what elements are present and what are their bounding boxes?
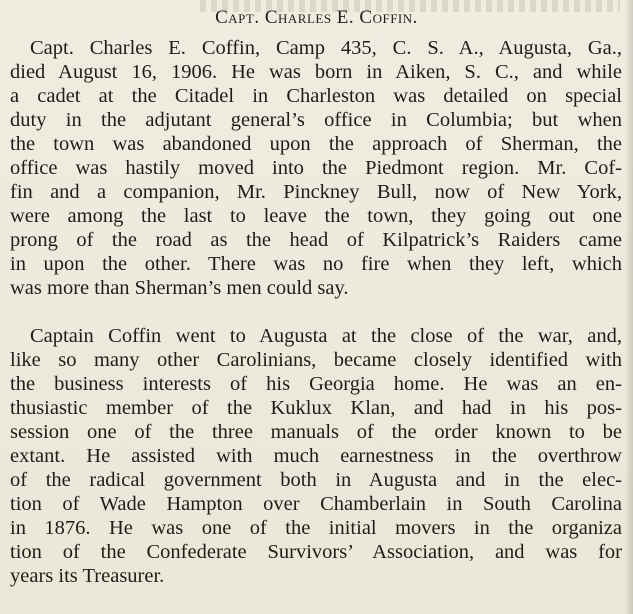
text-line: prong of the road as the head of Kilpatrick’s Raiders came [10, 229, 622, 251]
text-line: thusiastic member of the Kuklux Klan, and had in his pos- [10, 397, 622, 419]
text-line: session one of the three manuals of the order known to be [10, 421, 622, 443]
paragraph-2 [10, 324, 622, 588]
text-line: duty in the adjutant general’s office in Columbia; but when [10, 109, 622, 131]
page-edge-shadow [625, 0, 633, 614]
text-line: tion of Wade Hampton over Chamberlain in South Carolina [10, 493, 622, 515]
paragraph-1 [10, 36, 622, 300]
text-line: the town was abandoned upon the approach of Sherman, the [10, 133, 622, 155]
text-line: tion of the Confederate Survivors’ Association, and was for [10, 541, 622, 563]
article-title: Capt. Charles E. Coffin. [215, 7, 418, 28]
text-line: was more than Sherman’s men could say. [10, 277, 349, 299]
text-line: Capt. Charles E. Coffin, Camp 435, C. S. A., Augusta, Ga., [30, 37, 622, 59]
text-line: extant. He assisted with much earnestness in the overthrow [10, 445, 622, 467]
text-line: in 1876. He was one of the initial movers in the organiza [10, 517, 622, 539]
text-line: Captain Coffin went to Augusta at the close of the war, and, [30, 325, 622, 347]
text-line: like so many other Carolinians, became closely identified with [10, 349, 622, 371]
text-line: office was hastily moved into the Piedmont region. Mr. Cof- [10, 157, 622, 179]
text-line: a cadet at the Citadel in Charleston was detailed on special [10, 85, 622, 107]
text-line: in upon the other. There was no fire when they left, which [10, 253, 622, 275]
text-line: were among the last to leave the town, they going out one [10, 205, 622, 227]
text-line: the business interests of his Georgia home. He was an en- [10, 373, 622, 395]
text-line: years its Treasurer. [10, 565, 165, 587]
text-line: died August 16, 1906. He was born in Aiken, S. C., and while [10, 61, 622, 83]
text-line: fin and a companion, Mr. Pinckney Bull, now of New York, [10, 181, 622, 203]
text-line: of the radical government both in Augusta and in the elec- [10, 469, 622, 491]
